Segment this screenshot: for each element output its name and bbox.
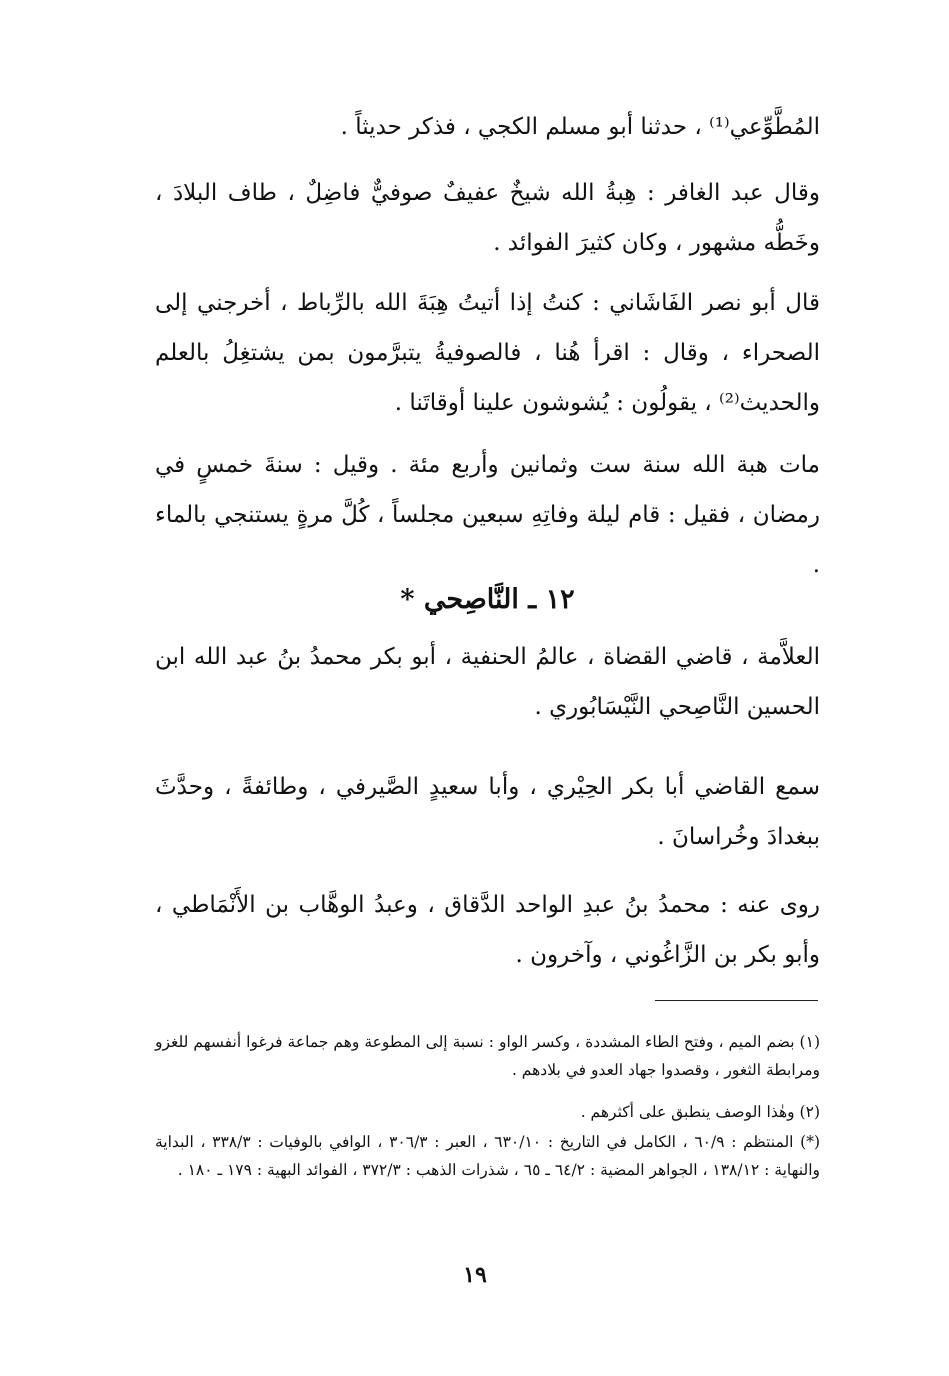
paragraph-death: مات هبة الله سنة ست وثمانين وأربع مئة . وقيل : سنةَ خمسٍ في رمضان ، فقيل : قام ليلة وفاتِهِ سبعين مجلساً ، كُلَّ مرةٍ يستنجي بالماء . (155, 452, 820, 578)
paragraph-abd-al-ghafir: وقال عبد الغافر : هِبةُ الله شيخٌ عفيفٌ صوفيٌّ فاضِلٌ ، طاف البلادَ ، وخَطُّه مشهور ، وكان كثيرَ الفوائد . (155, 180, 820, 256)
footnote-2: (٢) وهٰذا الوصف ينطبق على أكثرهم . (580, 1103, 820, 1121)
paragraph-bio-narrated: روى عنه : محمدُ بنُ عبدِ الواحد الدَّقاق ، وعبدُ الوهَّاب بن الأَنْمَاطي ، وأبو بكر بن الزَّاغُوني ، وآخرون . (155, 892, 820, 968)
paragraph-bio-intro: العلاَّمة ، قاضي القضاة ، عالمُ الحنفية ، أبو بكر محمدُ بنُ عبد الله ابن الحسين النَّاصِحي النَّيْسَابُوري . (155, 644, 820, 720)
page-number: ١٩ (463, 1262, 487, 1288)
footnote-sources: (*) المنتظم : ٦٠/٩ ، الكامل في التاريخ : ٦٣٠/١٠ ، العبر : ٣٠٦/٣ ، الوافي بالوفيات : ٣٣٨/٣ ، البداية والنهاية : ١٣٨/١٢ ، الجواهر المضية : ٦٤/٢ ـ ٦٥ ، شذرات الذهب : ٣٧٢/٣ ، الفوائد البهية : ١٧٩ ـ ١٨٠ . (155, 1133, 820, 1179)
footnote-divider (655, 1000, 818, 1001)
paragraph-bio-heard: سمع القاضي أبا بكر الحِيْري ، وأبا سعيدٍ الصَّيرفي ، وطائفةً ، وحدَّثَ ببغدادَ وخُراسانَ . (155, 774, 820, 850)
paragraph-mutawwii: المُطَّوِّعي⁽¹⁾ ، حدثنا أبو مسلم الكجي ، فذكر حديثاً . (340, 114, 820, 140)
footnote-1: (١) بضم الميم ، وفتح الطاء المشددة ، وكسر الواو : نسبة إلى المطوعة وهم جماعة فرغوا أنفسهم للغزو ومرابطة الثغور ، وقصدوا جهاد العدو في بلادهم . (155, 1033, 820, 1079)
paragraph-abu-nasr: قال أبو نصر الفَاشَاني : كنتُ إذا أتيتُ هِبَةَ الله بالرِّباط ، أخرجني إلى الصحراء ، وقال : اقرأ هُنا ، فالصوفيةُ يتبرَّمون بمن يشتغِلُ بالعلم والحديث⁽²⁾ ، يقولُون : يُشوشون علينا أوقاتَنا . (155, 290, 820, 416)
section-heading: ١٢ ـ النَّاصِحي * (400, 584, 575, 615)
